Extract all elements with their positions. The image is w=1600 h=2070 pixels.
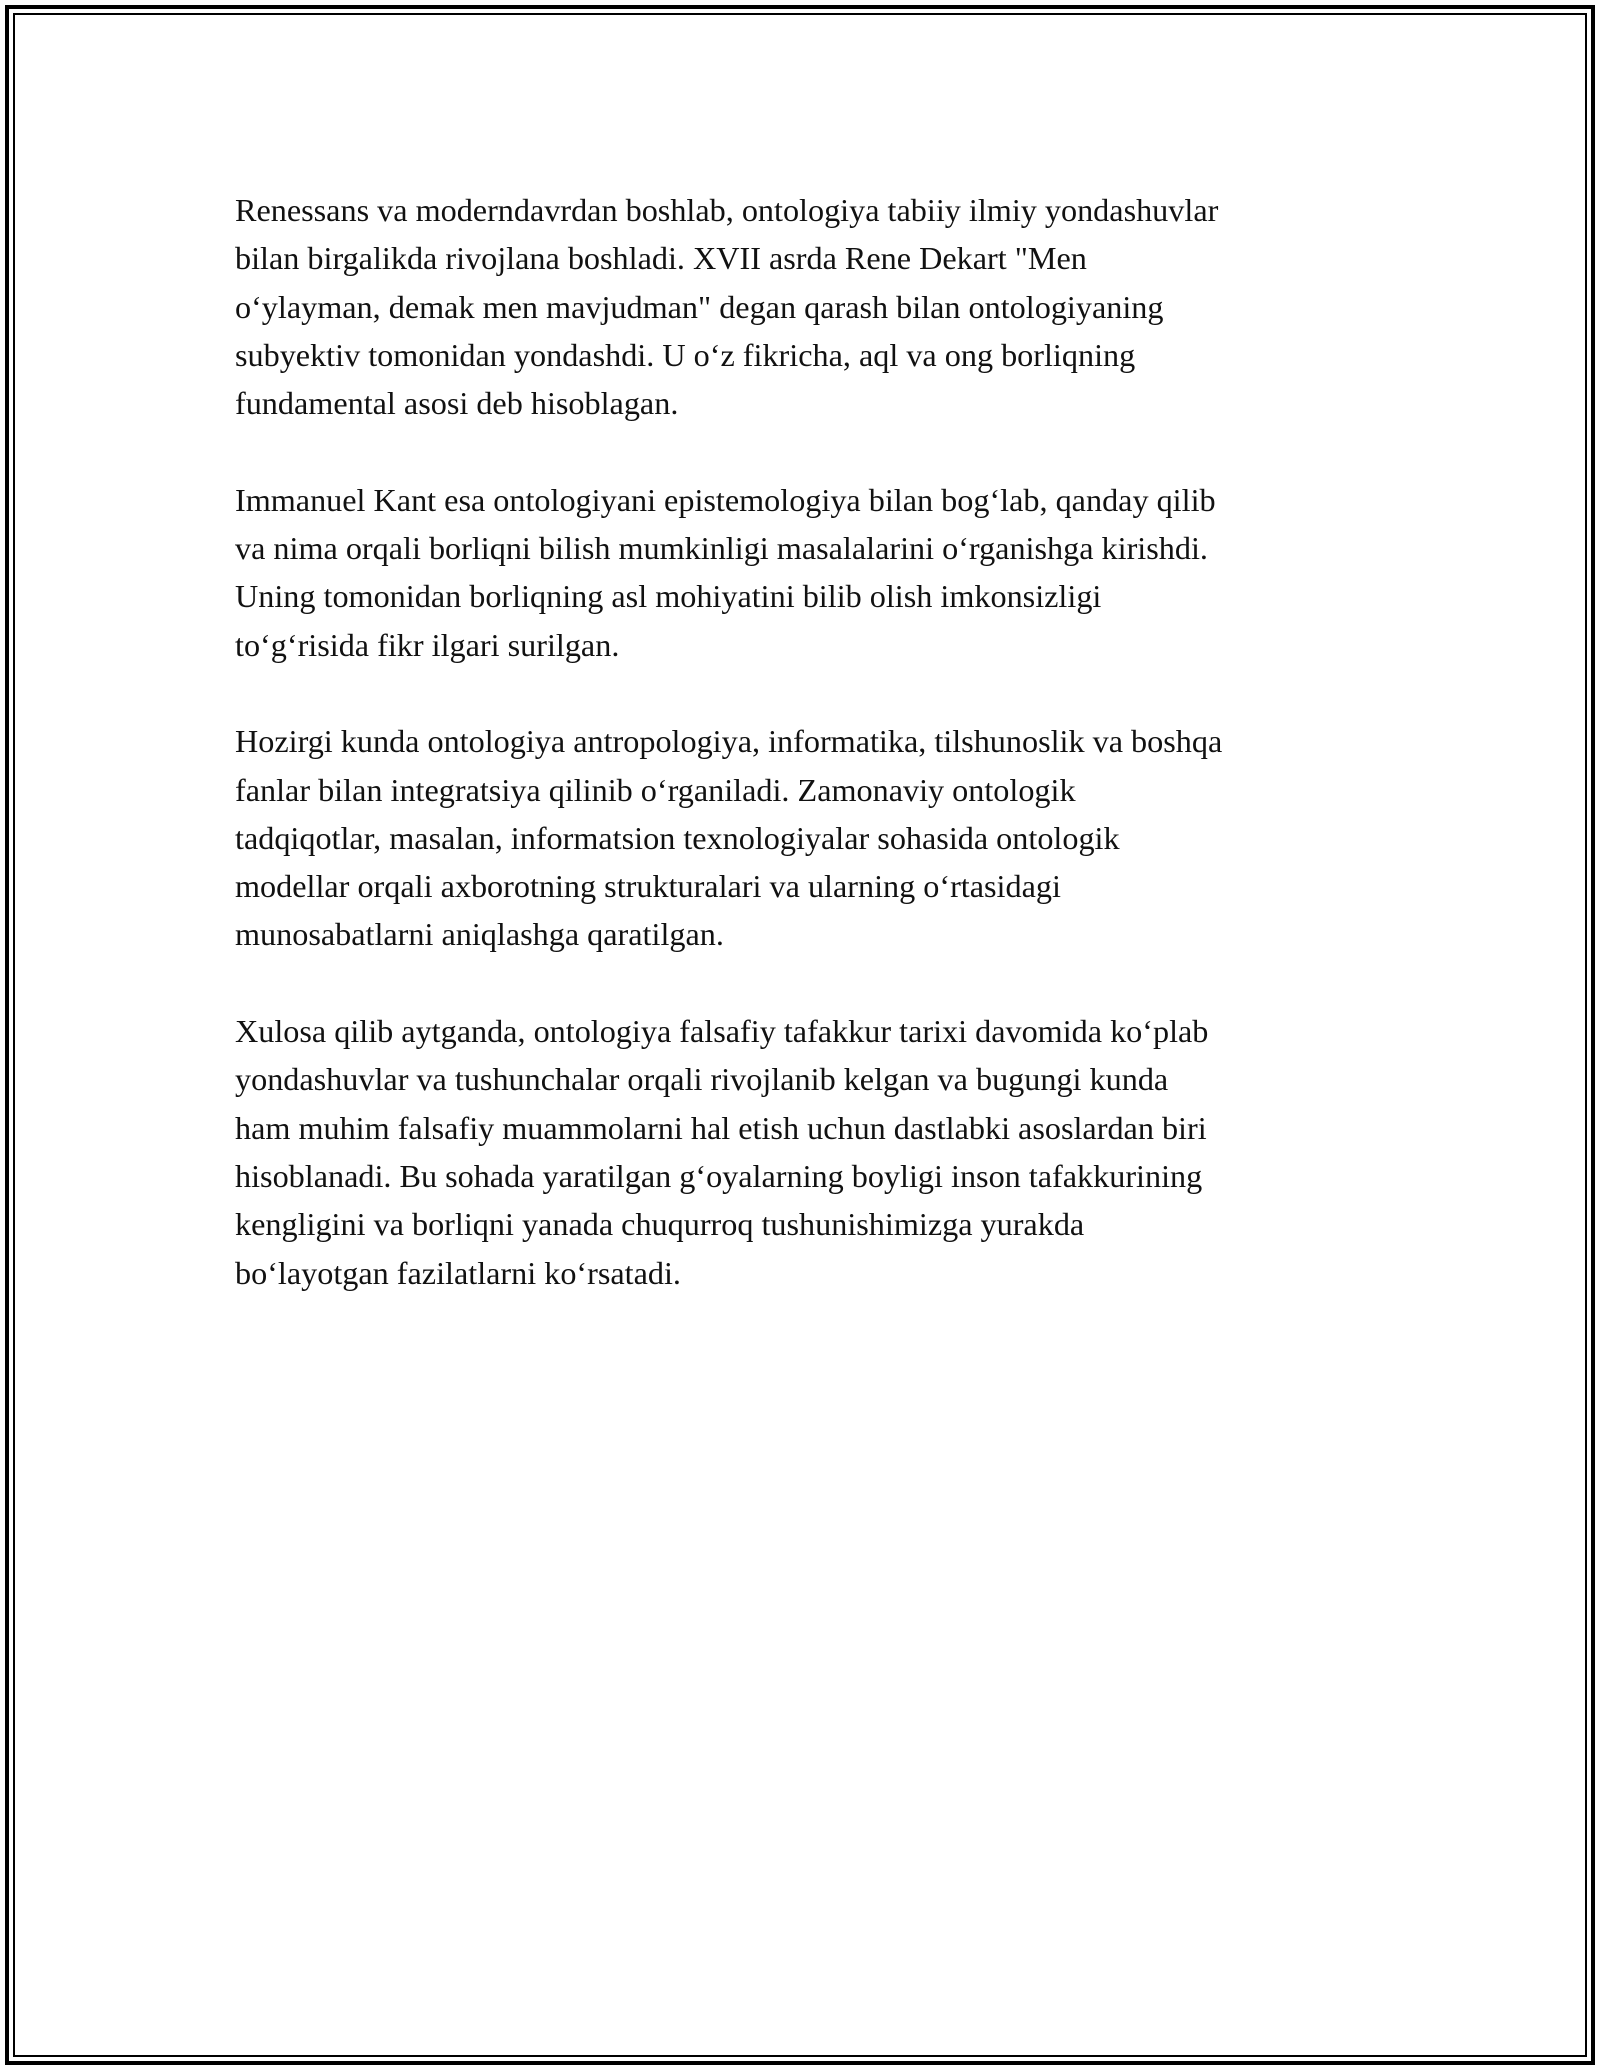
paragraph-conclusion [235,1007,1370,1297]
text-line: Immanuel Kant esa ontologiyani epistemologiya bilan bog‘lab, qanday qilib [235,481,1216,518]
text-line: bo‘layotgan fazilatlarni ko‘rsatadi. [235,1254,681,1291]
text-line: to‘g‘risida fikr ilgari surilgan. [235,626,620,663]
text-line: fundamental asosi deb hisoblagan. [235,385,679,422]
text-line: Hozirgi kunda ontologiya antropologiya, informatika, tilshunoslik va boshqa [235,723,1223,760]
text-line: o‘ylayman, demak men mavjudman" degan qarash bilan ontologiyaning [235,288,1164,325]
text-line: Renessans va moderndavrdan boshlab, ontologiya tabiiy ilmiy yondashuvlar [235,192,1219,228]
paragraph-modern-ontology [235,717,1370,958]
text-line: Xulosa qilib aytganda, ontologiya falsafiy tafakkur tarixi davomida ko‘plab [235,1013,1209,1050]
text-line: hisoblanadi. Bu sohada yaratilgan g‘oyalarning boyligi inson tafakkurining [235,1157,1203,1194]
text-line: modellar orqali axborotning strukturalari va ularning o‘rtasidagi [235,868,1061,905]
paragraph-kant [235,476,1370,669]
text-line: munosabatlarni aniqlashga qaratilgan. [235,916,724,953]
text-line: tadqiqotlar, masalan, informatsion texnologiyalar sohasida ontologik [235,819,1120,856]
text-line: yondashuvlar va tushunchalar orqali rivojlanib kelgan va bugungi kunda [235,1061,1169,1098]
text-line: ham muhim falsafiy muammolarni hal etish uchun dastlabki asoslardan biri [235,1109,1207,1146]
text-line: Uning tomonidan borliqning asl mohiyatini bilib olish imkonsizligi [235,578,1102,615]
text-line: va nima orqali borliqni bilish mumkinligi masalalarini o‘rganishga kirishdi. [235,530,1208,567]
text-line: fanlar bilan integratsiya qilinib o‘rganiladi. Zamonaviy ontologik [235,771,1076,808]
text-line: subyektiv tomonidan yondashdi. U o‘z fikricha, aql va ong borliqning [235,336,1136,373]
document-body [235,186,1370,1345]
text-line: kengligini va borliqni yanada chuqurroq tushunishimizga yurakda [235,1206,1085,1243]
paragraph-renaissance [235,186,1370,427]
text-line: bilan birgalikda rivojlana boshladi. XVII asrda Rene Dekart "Men [235,240,1087,277]
